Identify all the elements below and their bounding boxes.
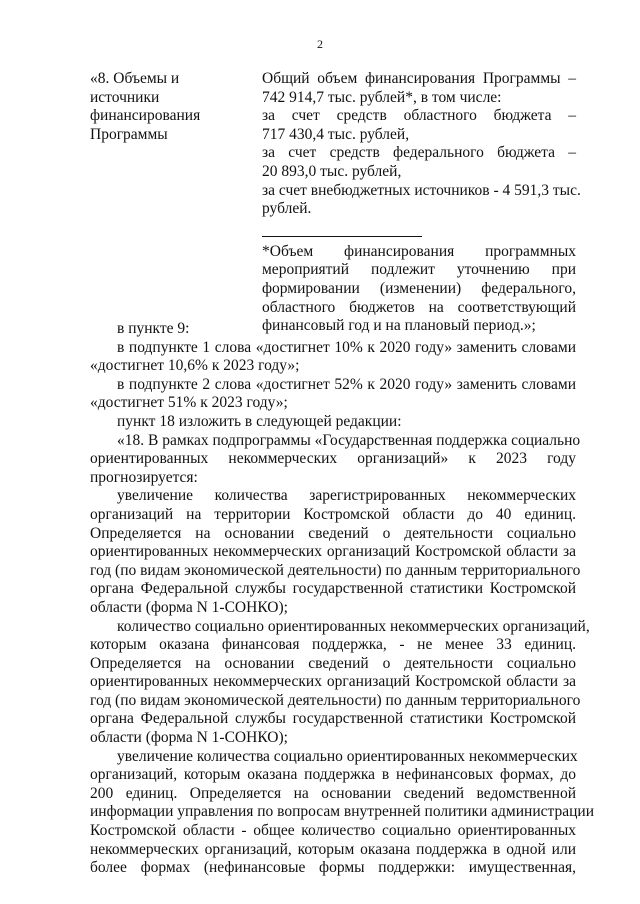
- text-line: в подпункте 1 слова «достигнет 10% к 2020 году» заменить словами: [117, 338, 576, 356]
- amendments-text: [90, 320, 594, 878]
- footnote-line: *Объем финансирования программных: [262, 242, 576, 260]
- financing-line: рублей.: [262, 200, 312, 218]
- financing-line: 717 430,4 тыс. рублей,: [262, 125, 410, 143]
- text-line: которым оказана финансовая поддержка, - не менее 33 единиц.: [90, 636, 576, 654]
- text-line: ориентированных некоммерческих организаций Костромской области за: [90, 673, 576, 691]
- passport-financing-details: [262, 70, 581, 336]
- text-line: 200 единиц. Определяется на основании сведений ведомственной: [90, 784, 576, 802]
- text-line: увеличение количества зарегистрированных некоммерческих: [117, 487, 576, 505]
- text-line: ориентированных некоммерческих организаций Костромской области за: [90, 543, 576, 561]
- passport-section-title: [90, 70, 250, 144]
- text-line: количество социально ориентированных некоммерческих организаций,: [117, 617, 590, 635]
- passport-title-line: «8. Объемы и: [90, 70, 180, 87]
- text-line: области (форма N 1-СОНКО);: [90, 598, 288, 616]
- financing-lines: [262, 70, 581, 219]
- text-line: год (по видам экономической деятельности) по данным территориального: [90, 691, 581, 709]
- text-line: в пункте 9:: [117, 320, 190, 337]
- footnote-line: областного бюджетов на соответствующий: [262, 298, 576, 316]
- footnote-line: финансовый год и на плановый период.»;: [262, 317, 536, 335]
- footnote-separator: [262, 236, 422, 237]
- text-line: ориентированных некоммерческих организаций» к 2023 году: [90, 450, 576, 468]
- text-line: области (форма N 1-СОНКО);: [90, 729, 288, 747]
- text-line: в подпункте 2 слова «достигнет 52% к 2020 году» заменить словами: [117, 375, 576, 393]
- passport-title-line: финансирования: [90, 107, 201, 125]
- financing-line: 20 893,0 тыс. рублей,: [262, 162, 402, 180]
- text-line: прогнозируется:: [90, 468, 198, 486]
- page-number: 2: [317, 37, 323, 51]
- text-line: органа Федеральной службы государственной статистики Костромской: [90, 710, 576, 728]
- text-line: «достигнет 10,6% к 2023 году»;: [90, 357, 300, 375]
- text-line: некоммерческих организаций, которым оказана поддержка в одной или: [90, 840, 576, 858]
- text-line: организаций на территории Костромской области до 40 единиц.: [90, 505, 576, 523]
- financing-line: 742 914,7 тыс. рублей*, в том числе:: [262, 88, 502, 106]
- financing-line: за счет внебюджетных источников - 4 591,3 тыс.: [262, 181, 581, 199]
- text-line: Костромской области - общее количество социально ориентированных: [90, 822, 576, 840]
- text-line: Определяется на основании сведений о деятельности социально: [90, 654, 576, 672]
- financing-line: за счет средств федерального бюджета –: [262, 144, 576, 162]
- text-line: «18. В рамках подпрограммы «Государственная поддержка социально: [117, 431, 581, 449]
- text-line: пункт 18 изложить в следующей редакции:: [117, 412, 402, 430]
- text-line: информации управления по вопросам внутренней политики администрации: [90, 803, 594, 821]
- text-line: более формах (нефинансовые формы поддержки: имущественная,: [90, 859, 576, 877]
- text-line: Определяется на основании сведений о деятельности социально: [90, 524, 576, 542]
- passport-title-line: Программы: [90, 125, 168, 143]
- text-line: органа Федеральной службы государственной статистики Костромской: [90, 580, 576, 598]
- passport-title-line: источники: [90, 88, 160, 106]
- financing-line: Общий объем финансирования Программы –: [262, 70, 576, 87]
- text-line: организаций, которым оказана поддержка в нефинансовых формах, до: [90, 766, 576, 784]
- text-line: увеличение количества социально ориентированных некоммерческих: [117, 747, 578, 765]
- text-line: «достигнет 51% к 2023 году»;: [90, 394, 288, 412]
- footnote-line: мероприятий подлежит уточнению при: [262, 261, 576, 279]
- footnote-line: формировании (изменении) федерального,: [262, 279, 576, 297]
- text-line: год (по видам экономической деятельности) по данным территориального: [90, 561, 581, 579]
- financing-line: за счет средств областного бюджета –: [262, 107, 576, 125]
